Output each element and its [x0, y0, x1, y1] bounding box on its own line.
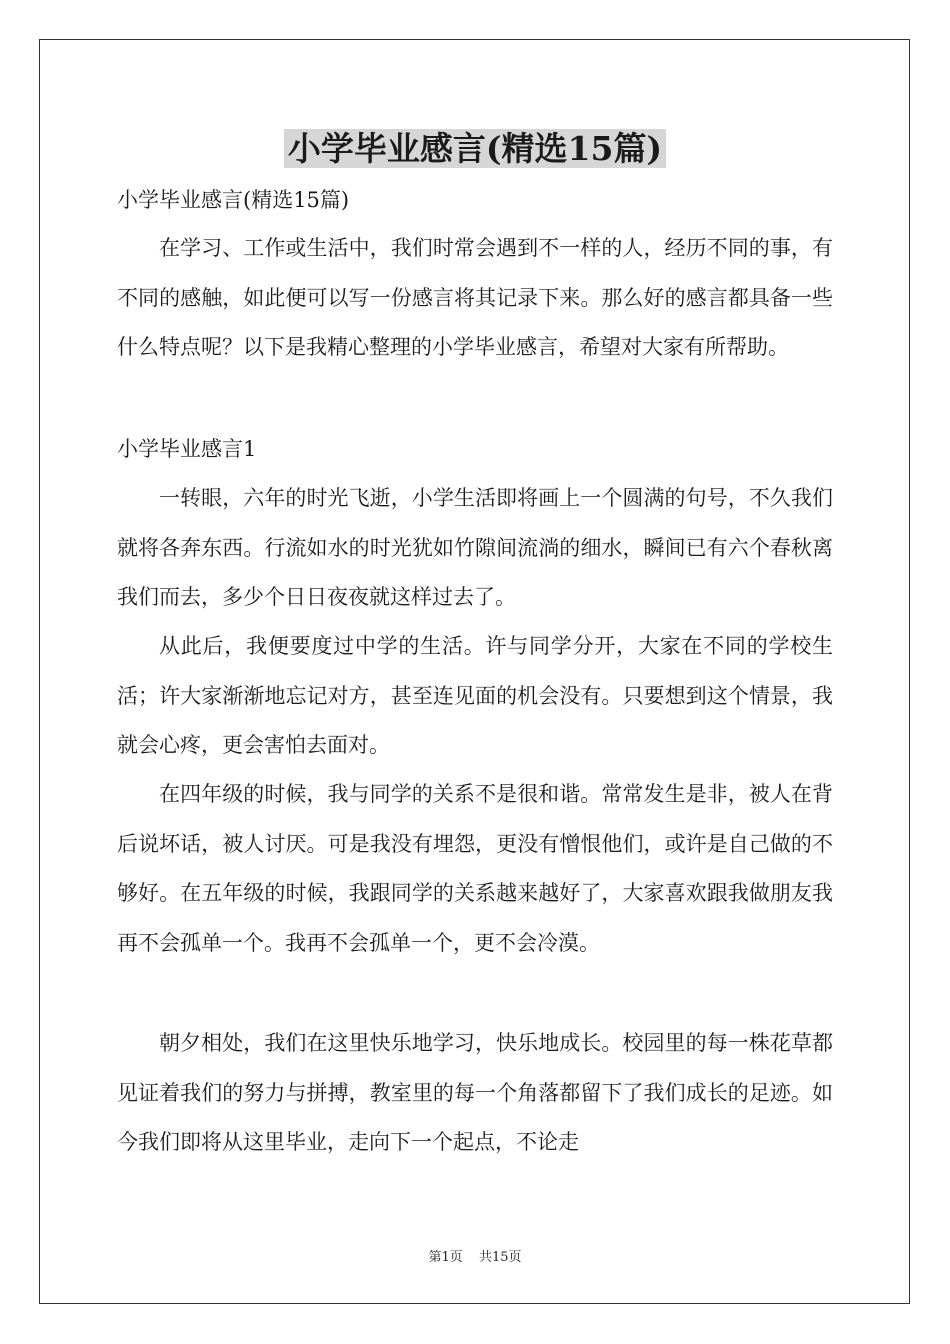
document-title: 小学毕业感言(精选15篇)	[117, 126, 833, 172]
body-paragraph: 在四年级的时候，我与同学的关系不是很和谐。常常发生是非，被人在背后说坏话，被人讨厌。可是我没有埋怨，更没有憎恨他们，或许是自己做的不够好。在五年级的时候，我跟同学的关系越来越好了，大家喜欢跟我做朋友我再不会孤单一个。我再不会孤单一个，更不会冷漠。	[117, 782, 833, 955]
page-total: 共15页	[478, 1250, 522, 1265]
document-subtitle: 小学毕业感言(精选15篇)	[117, 188, 350, 212]
intro-paragraph: 在学习、工作或生活中，我们时常会遇到不一样的人，经历不同的事，有不同的感触，如此便可以写一份感言将其记录下来。那么好的感言都具备一些什么特点呢？以下是我精心整理的小学毕业感言，希望对大家有所帮助。	[117, 236, 833, 359]
body-paragraph: 朝夕相处，我们在这里快乐地学习，快乐地成长。校园里的每一株花草都见证着我们的努力与拼搏，教室里的每一个角落都留下了我们成长的足迹。如今我们即将从这里毕业，走向下一个起点，不论走	[117, 1031, 833, 1154]
body-paragraph: 一转眼，六年的时光飞逝，小学生活即将画上一个圆满的句号，不久我们就将各奔东西。行流如水的时光犹如竹隙间流淌的细水，瞬间已有六个春秋离我们而去，多少个日日夜夜就这样过去了。	[117, 486, 833, 609]
page-number: 第1页	[428, 1250, 463, 1265]
body-paragraph: 从此后，我便要度过中学的生活。许与同学分开，大家在不同的学校生活；许大家渐渐地忘记对方，甚至连见面的机会没有。只要想到这个情景，我就会心疼，更会害怕去面对。	[117, 634, 833, 757]
page-footer	[0, 1246, 950, 1265]
section-heading: 小学毕业感言1	[117, 437, 257, 461]
